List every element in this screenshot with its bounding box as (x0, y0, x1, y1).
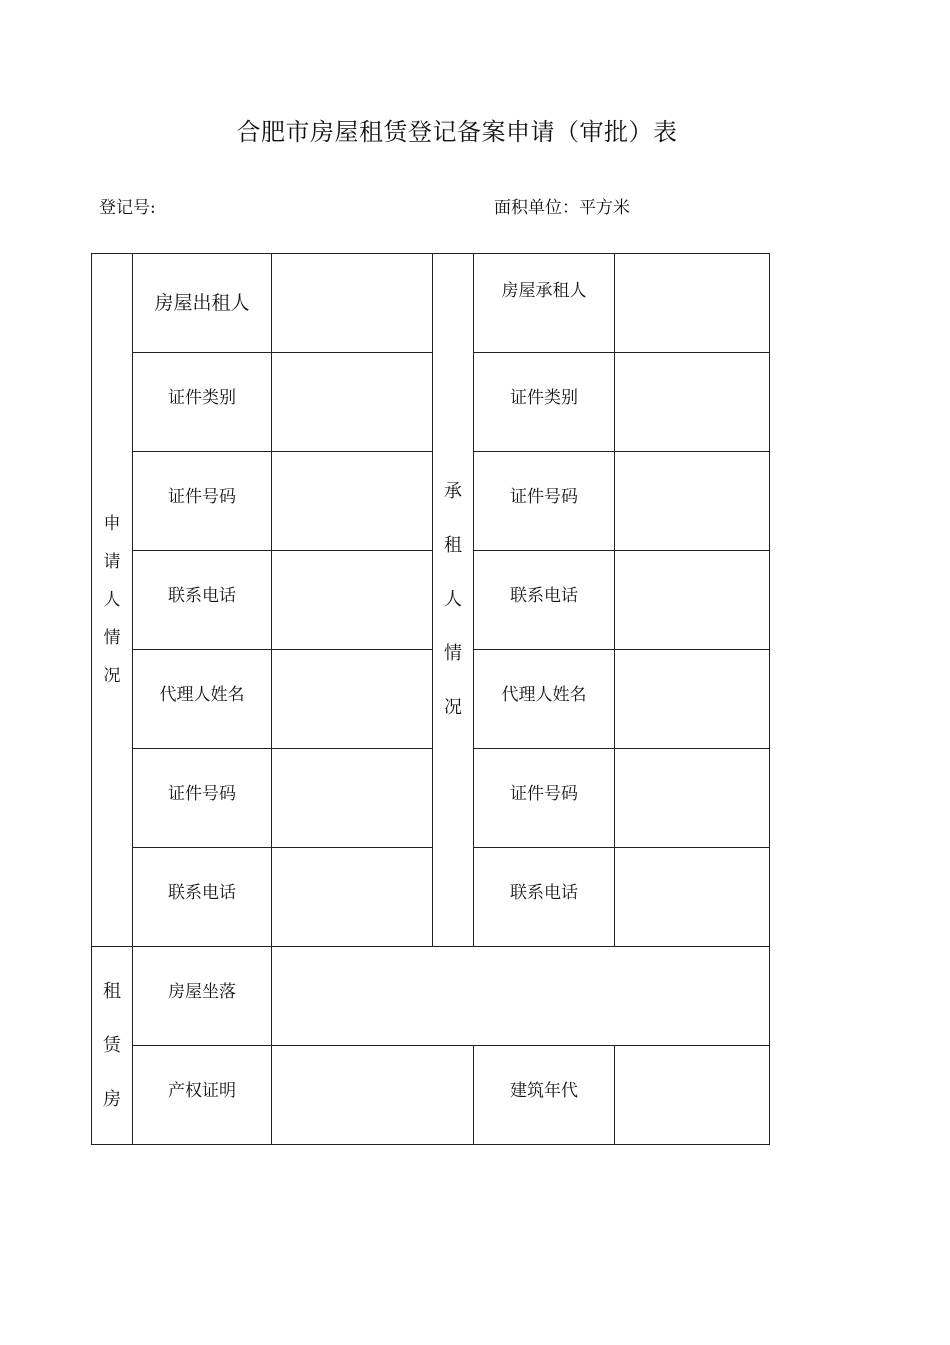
table-row (92, 848, 770, 947)
lessee-agent-phone-value[interactable] (615, 848, 770, 947)
property-location-label: 房屋坐落 (133, 947, 272, 1046)
lessee-id-type-value[interactable] (615, 353, 770, 452)
table-row (92, 254, 770, 353)
lessor-label-cell: 房屋出租人 (133, 254, 272, 353)
build-year-value[interactable] (615, 1046, 770, 1145)
lessor-agent-name-value[interactable] (272, 650, 433, 749)
registration-no-label: 登记号: (99, 198, 156, 218)
lessor-id-number-value[interactable] (272, 452, 433, 551)
table-row (92, 452, 770, 551)
page-title: 合肥市房屋租赁登记备案申请（审批）表 (236, 118, 678, 146)
lessor-agent-id-value[interactable] (272, 749, 433, 848)
lessee-agent-id-value[interactable] (615, 749, 770, 848)
lessee-phone-value[interactable] (615, 551, 770, 650)
lessee-agent-phone-label: 联系电话 (474, 848, 615, 947)
table-row (92, 353, 770, 452)
lessor-value-cell[interactable] (272, 254, 433, 353)
lessor-agent-phone-value[interactable] (272, 848, 433, 947)
lessee-id-number-value[interactable] (615, 452, 770, 551)
property-location-value[interactable] (272, 947, 770, 1046)
lessee-agent-name-value[interactable] (615, 650, 770, 749)
table-row (92, 650, 770, 749)
lessor-agent-id-label: 证件号码 (133, 749, 272, 848)
lessor-id-number-label: 证件号码 (133, 452, 272, 551)
lessee-phone-label: 联系电话 (474, 551, 615, 650)
lessor-agent-name-label: 代理人姓名 (133, 650, 272, 749)
lessee-agent-name-label: 代理人姓名 (474, 650, 615, 749)
build-year-label: 建筑年代 (474, 1046, 615, 1145)
table-row (92, 749, 770, 848)
lessee-agent-id-label: 证件号码 (474, 749, 615, 848)
lessee-value-cell[interactable] (615, 254, 770, 353)
ownership-cert-label: 产权证明 (133, 1046, 272, 1145)
property-section-label: 租 赁 房 (92, 947, 133, 1145)
table-row (92, 947, 770, 1046)
area-unit-label: 面积单位：平方米 (494, 198, 630, 218)
application-form-table (91, 253, 770, 1145)
table-row (92, 551, 770, 650)
lessee-id-number-label: 证件号码 (474, 452, 615, 551)
table-row (92, 1046, 770, 1145)
lessor-id-type-value[interactable] (272, 353, 433, 452)
lessor-phone-value[interactable] (272, 551, 433, 650)
ownership-cert-value[interactable] (272, 1046, 474, 1145)
lessee-label-cell: 房屋承租人 (474, 254, 615, 353)
lessee-id-type-label: 证件类别 (474, 353, 615, 452)
lessor-id-type-label: 证件类别 (133, 353, 272, 452)
lessor-phone-label: 联系电话 (133, 551, 272, 650)
lessee-section-label: 承 租 人 情 况 (433, 254, 474, 947)
lessor-agent-phone-label: 联系电话 (133, 848, 272, 947)
applicant-section-label: 申 请 人 情 况 (92, 254, 133, 947)
